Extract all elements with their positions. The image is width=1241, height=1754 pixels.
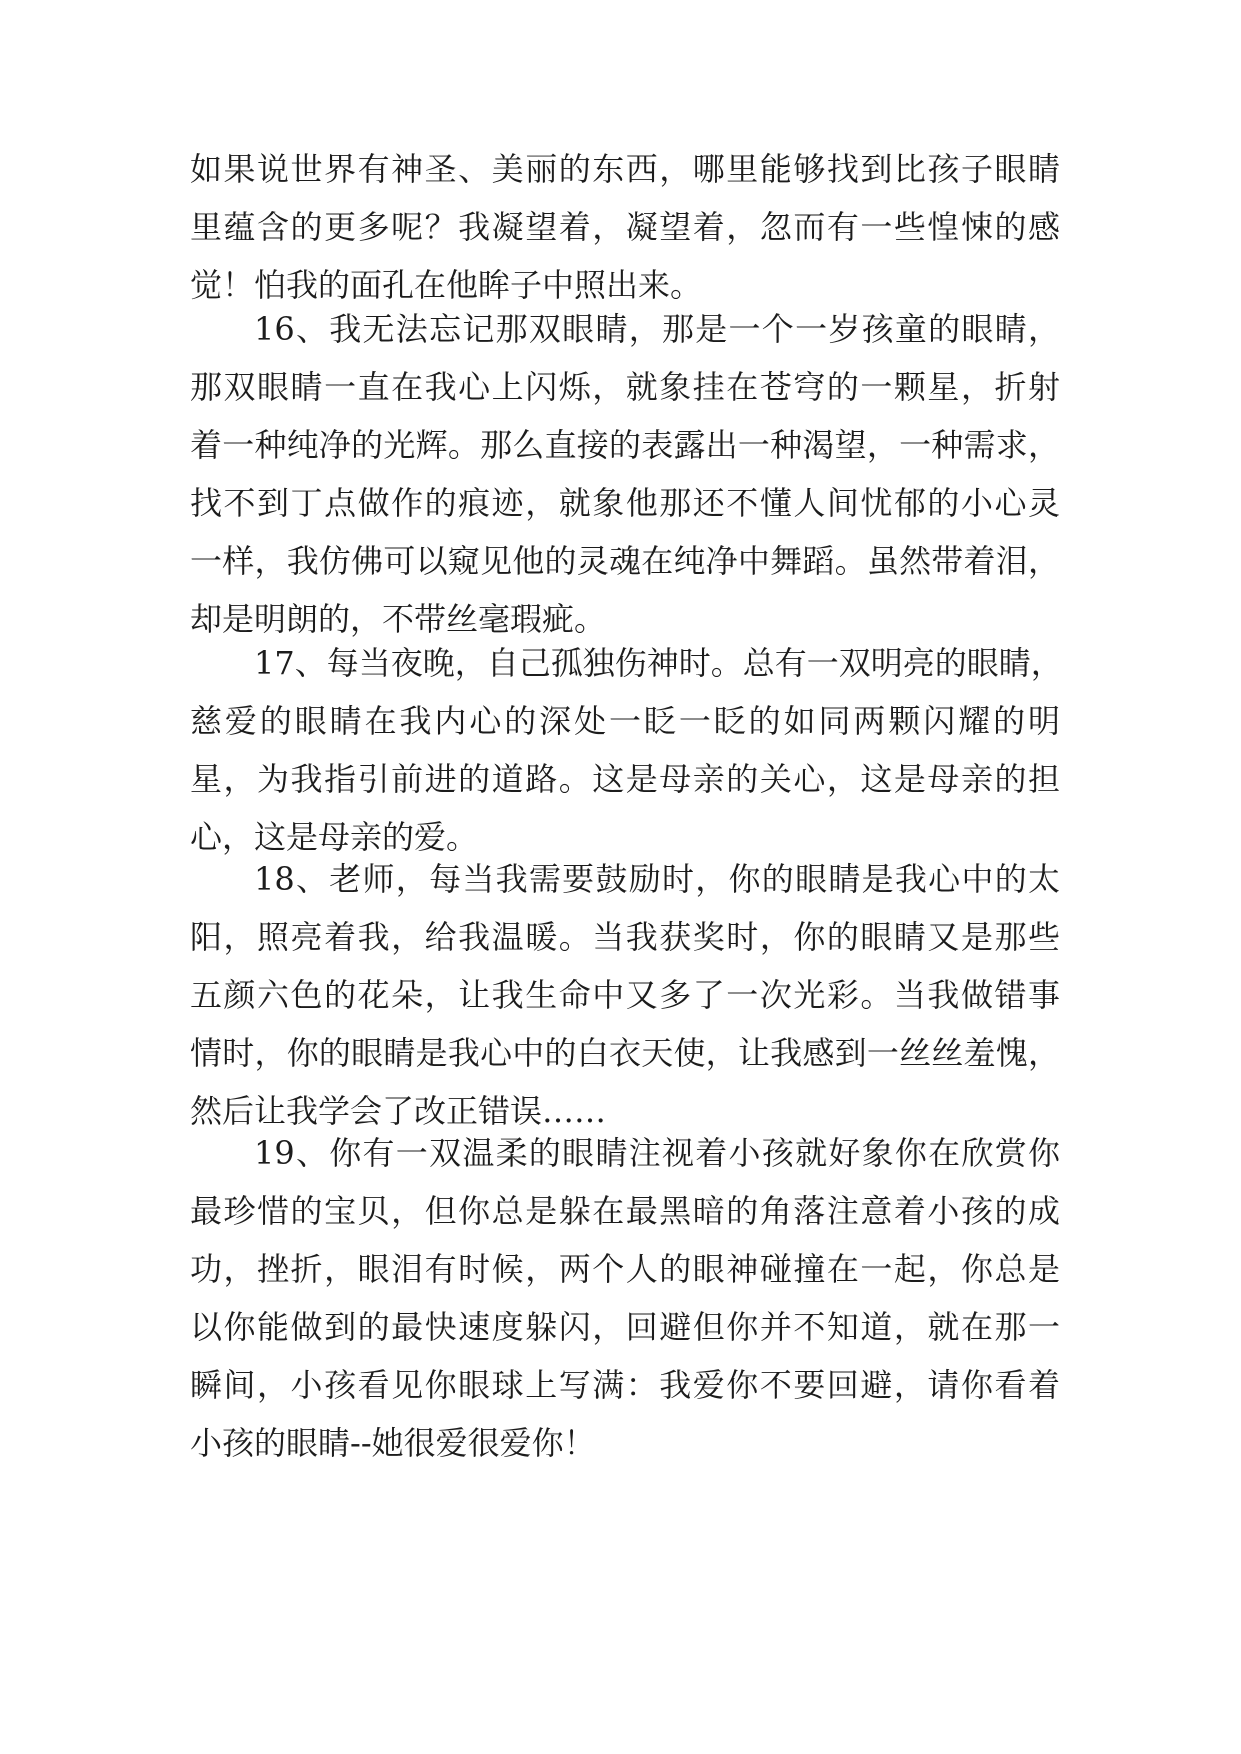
paragraph-16 <box>190 300 1060 648</box>
text-line: 然后让我学会了改正错误…… <box>190 1092 607 1130</box>
text-line: 五颜六色的花朵，让我生命中又多了一次光彩。当我做错事 <box>190 976 1060 1014</box>
text-line: 以你能做到的最快速度躲闪，回避但你并不知道，就在那一 <box>190 1308 1060 1346</box>
text-line: 16、我无法忘记那双眼睛，那是一个一岁孩童的眼睛， <box>254 310 1060 348</box>
text-line: 那双眼睛一直在我心上闪烁，就象挂在苍穹的一颗星，折射 <box>190 368 1060 406</box>
text-line: 小孩的眼睛--她很爱很爱你！ <box>190 1424 596 1462</box>
text-line: 瞬间，小孩看见你眼球上写满：我爱你不要回避，请你看着 <box>190 1366 1060 1404</box>
text-line: 阳，照亮着我，给我温暖。当我获奖时，你的眼睛又是那些 <box>190 918 1060 956</box>
text-line: 星，为我指引前进的道路。这是母亲的关心，这是母亲的担 <box>190 760 1060 798</box>
text-line: 如果说世界有神圣、美丽的东西，哪里能够找到比孩子眼睛 <box>190 150 1060 188</box>
text-line: 19、你有一双温柔的眼睛注视着小孩就好象你在欣赏你 <box>254 1134 1060 1172</box>
text-line: 觉！怕我的面孔在他眸子中照出来。 <box>190 266 703 304</box>
paragraph-17 <box>190 634 1063 866</box>
text-line: 最珍惜的宝贝，但你总是躲在最黑暗的角落注意着小孩的成 <box>190 1192 1060 1230</box>
text-line: 却是明朗的，不带丝毫瑕疵。 <box>190 600 607 638</box>
text-line: 情时，你的眼睛是我心中的白衣天使，让我感到一丝丝羞愧， <box>190 1034 1060 1072</box>
text-line: 慈爱的眼睛在我内心的深处一眨一眨的如同两颗闪耀的明 <box>190 702 1060 740</box>
paragraph-1 <box>190 140 1060 314</box>
text-line: 18、老师，每当我需要鼓励时，你的眼睛是我心中的太 <box>254 860 1060 898</box>
text-line: 一样，我仿佛可以窥见他的灵魂在纯净中舞蹈。虽然带着泪， <box>190 542 1060 580</box>
text-line: 着一种纯净的光辉。那么直接的表露出一种渴望，一种需求， <box>190 426 1060 464</box>
text-line: 心，这是母亲的爱。 <box>190 818 479 856</box>
text-line: 17、每当夜晚，自己孤独伤神时。总有一双明亮的眼睛， <box>254 644 1063 682</box>
paragraph-19 <box>190 1124 1060 1472</box>
paragraph-18 <box>190 850 1060 1140</box>
text-line: 功，挫折，眼泪有时候，两个人的眼神碰撞在一起，你总是 <box>190 1250 1060 1288</box>
text-line: 找不到丁点做作的痕迹，就象他那还不懂人间忧郁的小心灵 <box>190 484 1060 522</box>
text-line: 里蕴含的更多呢？我凝望着，凝望着，忽而有一些惶悚的感 <box>190 208 1060 246</box>
